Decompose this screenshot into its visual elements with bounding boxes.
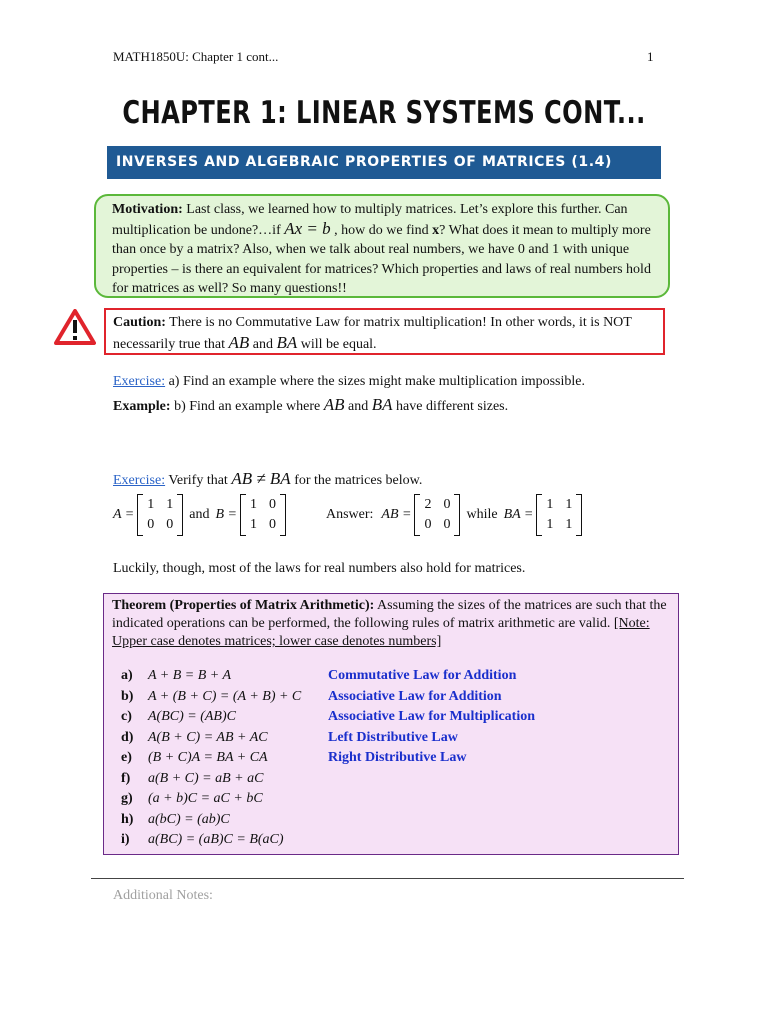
rule-label: h): [121, 811, 134, 827]
rule-equation: (a + b)C = aC + bC: [148, 791, 263, 807]
theorem-rule: [121, 748, 535, 769]
matrix-cell: 1: [249, 517, 257, 532]
motivation-label: Motivation:: [112, 202, 183, 217]
matrix-cell: 0: [147, 517, 155, 532]
theorem-rule: [121, 728, 535, 749]
example-text: b) Find an example where: [170, 399, 324, 414]
and-text: and: [189, 507, 210, 522]
matrix-b: [240, 494, 286, 536]
math-ba: BA: [371, 395, 393, 414]
math-ab: AB: [323, 395, 345, 414]
math-ba: BA: [276, 333, 298, 352]
header-course: MATH1850U: Chapter 1 cont...: [113, 49, 279, 64]
exercise-link[interactable]: Exercise:: [113, 374, 166, 389]
matrix-cell: 0: [424, 517, 432, 532]
exercise-a: [113, 374, 585, 390]
exercise-link[interactable]: Exercise:: [113, 473, 166, 488]
theorem-rule: [121, 666, 535, 687]
matrix-cell: 1: [565, 497, 573, 512]
theorem-rule: [121, 810, 535, 831]
rule-law-name: Associative Law for Multiplication: [328, 709, 536, 725]
theorem-note: [Note: Upper case denotes matrices; lower case denotes numbers]: [112, 616, 650, 649]
motivation-box: [94, 194, 670, 298]
exercise-text: Verify that: [165, 473, 232, 488]
page-title: CHAPTER 1: LINEAR SYSTEMS CONT...: [122, 95, 646, 131]
motivation-text: ? What does it mean to multiply more than once by a matrix? Also, when we talk about real numbers, we have 0 and 1 with unique properties – is there an equivalent for matrices? Which properties and laws of real numbers hold for matrices as well? So many questions!!: [112, 223, 651, 296]
warning-triangle-icon: [54, 309, 96, 345]
example-b: [113, 395, 508, 415]
caution-text: and: [249, 337, 277, 352]
matrix-ba: [536, 494, 582, 536]
luckily-text: Luckily, though, most of the laws for real numbers also hold for matrices.: [113, 561, 526, 576]
matrix-ab: [414, 494, 460, 536]
caution-box: [104, 308, 665, 355]
theorem-text: Assuming the sizes of the matrices are such that the indicated operations can be performed, the following rules of matrix arithmetic are valid.: [112, 598, 667, 631]
exercise-text: for the matrices below.: [290, 473, 423, 488]
rule-equation: A(BC) = (AB)C: [148, 709, 236, 725]
divider: [91, 878, 684, 879]
caution-text: will be equal.: [297, 337, 377, 352]
exercise-text: a) Find an example where the sizes might make multiplication impossible.: [165, 374, 585, 389]
matrix-ba-label: BA =: [503, 507, 534, 522]
matrix-ab-label: AB =: [381, 507, 412, 522]
matrix-row: [113, 494, 582, 536]
rule-law-name: Commutative Law for Addition: [328, 668, 517, 684]
while-text: while: [466, 507, 498, 522]
rule-equation: A + B = B + A: [148, 668, 232, 684]
matrix-cell: 1: [249, 497, 257, 512]
theorem-rule: [121, 789, 535, 810]
matrix-cell: 1: [546, 517, 554, 532]
theorem-label: Theorem (Properties of Matrix Arithmetic):: [112, 598, 375, 613]
matrix-cell: 1: [546, 497, 554, 512]
example-label: Example:: [113, 399, 171, 414]
matrix-a: [137, 494, 183, 536]
rule-equation: A + (B + C) = (A + B) + C: [148, 688, 302, 704]
motivation-text: Last class, we learned how to multiply matrices. Let’s explore this further. Can multiplication be undone?…if: [112, 202, 628, 239]
theorem-rule: [121, 707, 535, 728]
theorem-box: [103, 593, 679, 855]
example-text: and: [344, 399, 372, 414]
motivation-text: , how do we find: [330, 223, 433, 239]
rule-equation: A(B + C) = AB + AC: [148, 729, 268, 745]
rule-law-name: Right Distributive Law: [328, 750, 467, 766]
rule-label: i): [121, 832, 130, 848]
rule-equation: a(BC) = (aB)C = B(aC): [148, 832, 284, 848]
rule-label: f): [121, 770, 131, 786]
example-text: have different sizes.: [392, 399, 509, 414]
matrix-cell: 1: [565, 517, 573, 532]
matrix-cell: 0: [268, 497, 276, 512]
rule-equation: a(bC) = (ab)C: [148, 811, 230, 827]
rule-equation: (B + C)A = BA + CA: [148, 750, 268, 766]
matrix-cell: 1: [166, 497, 174, 512]
matrix-cell: 0: [443, 517, 451, 532]
caution-text: There is no Commutative Law for matrix multiplication! In other words, it is NOT necessarily true that: [113, 315, 632, 352]
theorem-rule: [121, 769, 535, 790]
rule-label: b): [121, 688, 134, 704]
rules-list: [121, 666, 535, 851]
rule-label: d): [121, 729, 134, 745]
rule-label: e): [121, 750, 132, 766]
matrix-cell: 0: [268, 517, 276, 532]
theorem-rule: [121, 687, 535, 708]
rule-equation: a(B + C) = aB + aC: [148, 770, 264, 786]
math-ab-neq-ba: AB ≠ BA: [231, 469, 291, 488]
rule-label: g): [121, 791, 133, 807]
equation-ax-b: Ax = b: [284, 219, 331, 239]
matrix-cell: 2: [424, 497, 432, 512]
matrix-cell: 0: [443, 497, 451, 512]
rule-label: a): [121, 668, 133, 684]
matrix-a-label: A =: [113, 507, 135, 522]
theorem-rule: [121, 830, 535, 851]
additional-notes-label: Additional Notes:: [113, 888, 213, 903]
page-number: 1: [647, 49, 654, 64]
matrix-cell: 1: [147, 497, 155, 512]
vector-x: x: [432, 223, 440, 239]
matrix-b-label: B =: [215, 507, 237, 522]
caution-label: Caution:: [113, 315, 166, 330]
rule-law-name: Left Distributive Law: [328, 729, 458, 745]
rule-label: c): [121, 709, 132, 725]
answer-label: Answer:: [325, 507, 374, 522]
math-ab: AB: [228, 333, 250, 352]
section-heading: INVERSES AND ALGEBRAIC PROPERTIES OF MATRICES (1.4): [107, 146, 661, 179]
matrix-cell: 0: [166, 517, 174, 532]
rule-law-name: Associative Law for Addition: [328, 688, 502, 704]
exercise-verify: [113, 469, 422, 489]
